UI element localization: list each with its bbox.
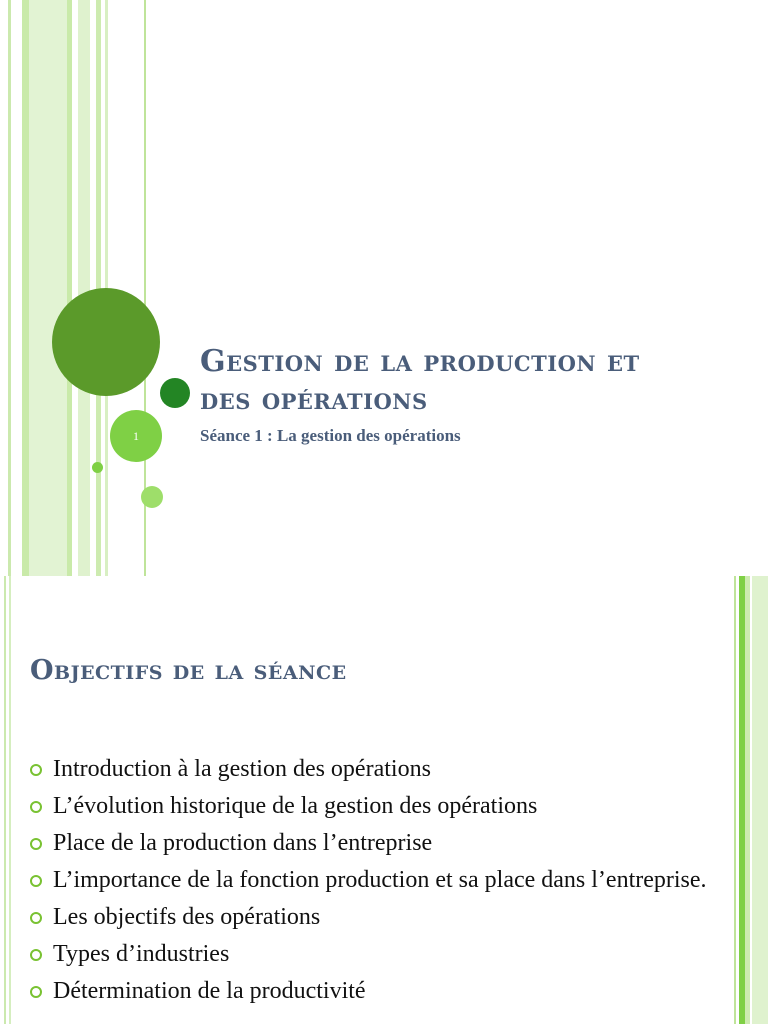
bullet-icon xyxy=(30,838,42,850)
decorative-stripe xyxy=(78,0,90,576)
small-dot xyxy=(92,462,103,473)
decorative-stripe xyxy=(9,576,11,1024)
decorative-stripe xyxy=(67,0,72,576)
decorative-stripe xyxy=(29,0,67,576)
decorative-stripe xyxy=(752,576,768,1024)
list-item: Types d’industries xyxy=(30,939,710,969)
list-item: Les objectifs des opérations xyxy=(30,902,710,932)
slide-title-line-1: Gestion de la production et xyxy=(200,344,640,379)
decorative-stripe xyxy=(22,0,29,576)
bullet-icon xyxy=(30,986,42,998)
list-item: Introduction à la gestion des opérations xyxy=(30,754,710,784)
bullet-icon xyxy=(30,801,42,813)
decorative-stripe xyxy=(745,576,750,1024)
list-item: Détermination de la productivité xyxy=(30,976,710,1006)
slide-subtitle: Séance 1 : La gestion des opérations xyxy=(200,426,461,445)
decorative-stripe xyxy=(734,576,736,1024)
decorative-stripe xyxy=(8,0,11,576)
decorative-stripe xyxy=(4,576,6,1024)
bullet-icon xyxy=(30,875,42,887)
large-circle xyxy=(52,288,160,396)
bullet-icon xyxy=(30,764,42,776)
bullet-icon xyxy=(30,912,42,924)
slide-title: Objectifs de la séance xyxy=(30,655,347,686)
small-circle xyxy=(141,486,163,508)
slide-title-line-2: des opérations xyxy=(200,382,428,417)
list-item: L’importance de la fonction production et sa place dans l’entreprise. xyxy=(30,865,710,895)
objectives-list xyxy=(30,754,710,1013)
slide-title xyxy=(200,343,740,419)
dark-circle xyxy=(160,378,190,408)
list-item: L’évolution historique de la gestion des opérations xyxy=(30,791,710,821)
list-item: Place de la production dans l’entreprise xyxy=(30,828,710,858)
bullet-icon xyxy=(30,949,42,961)
slide-number: 1 xyxy=(133,429,139,443)
